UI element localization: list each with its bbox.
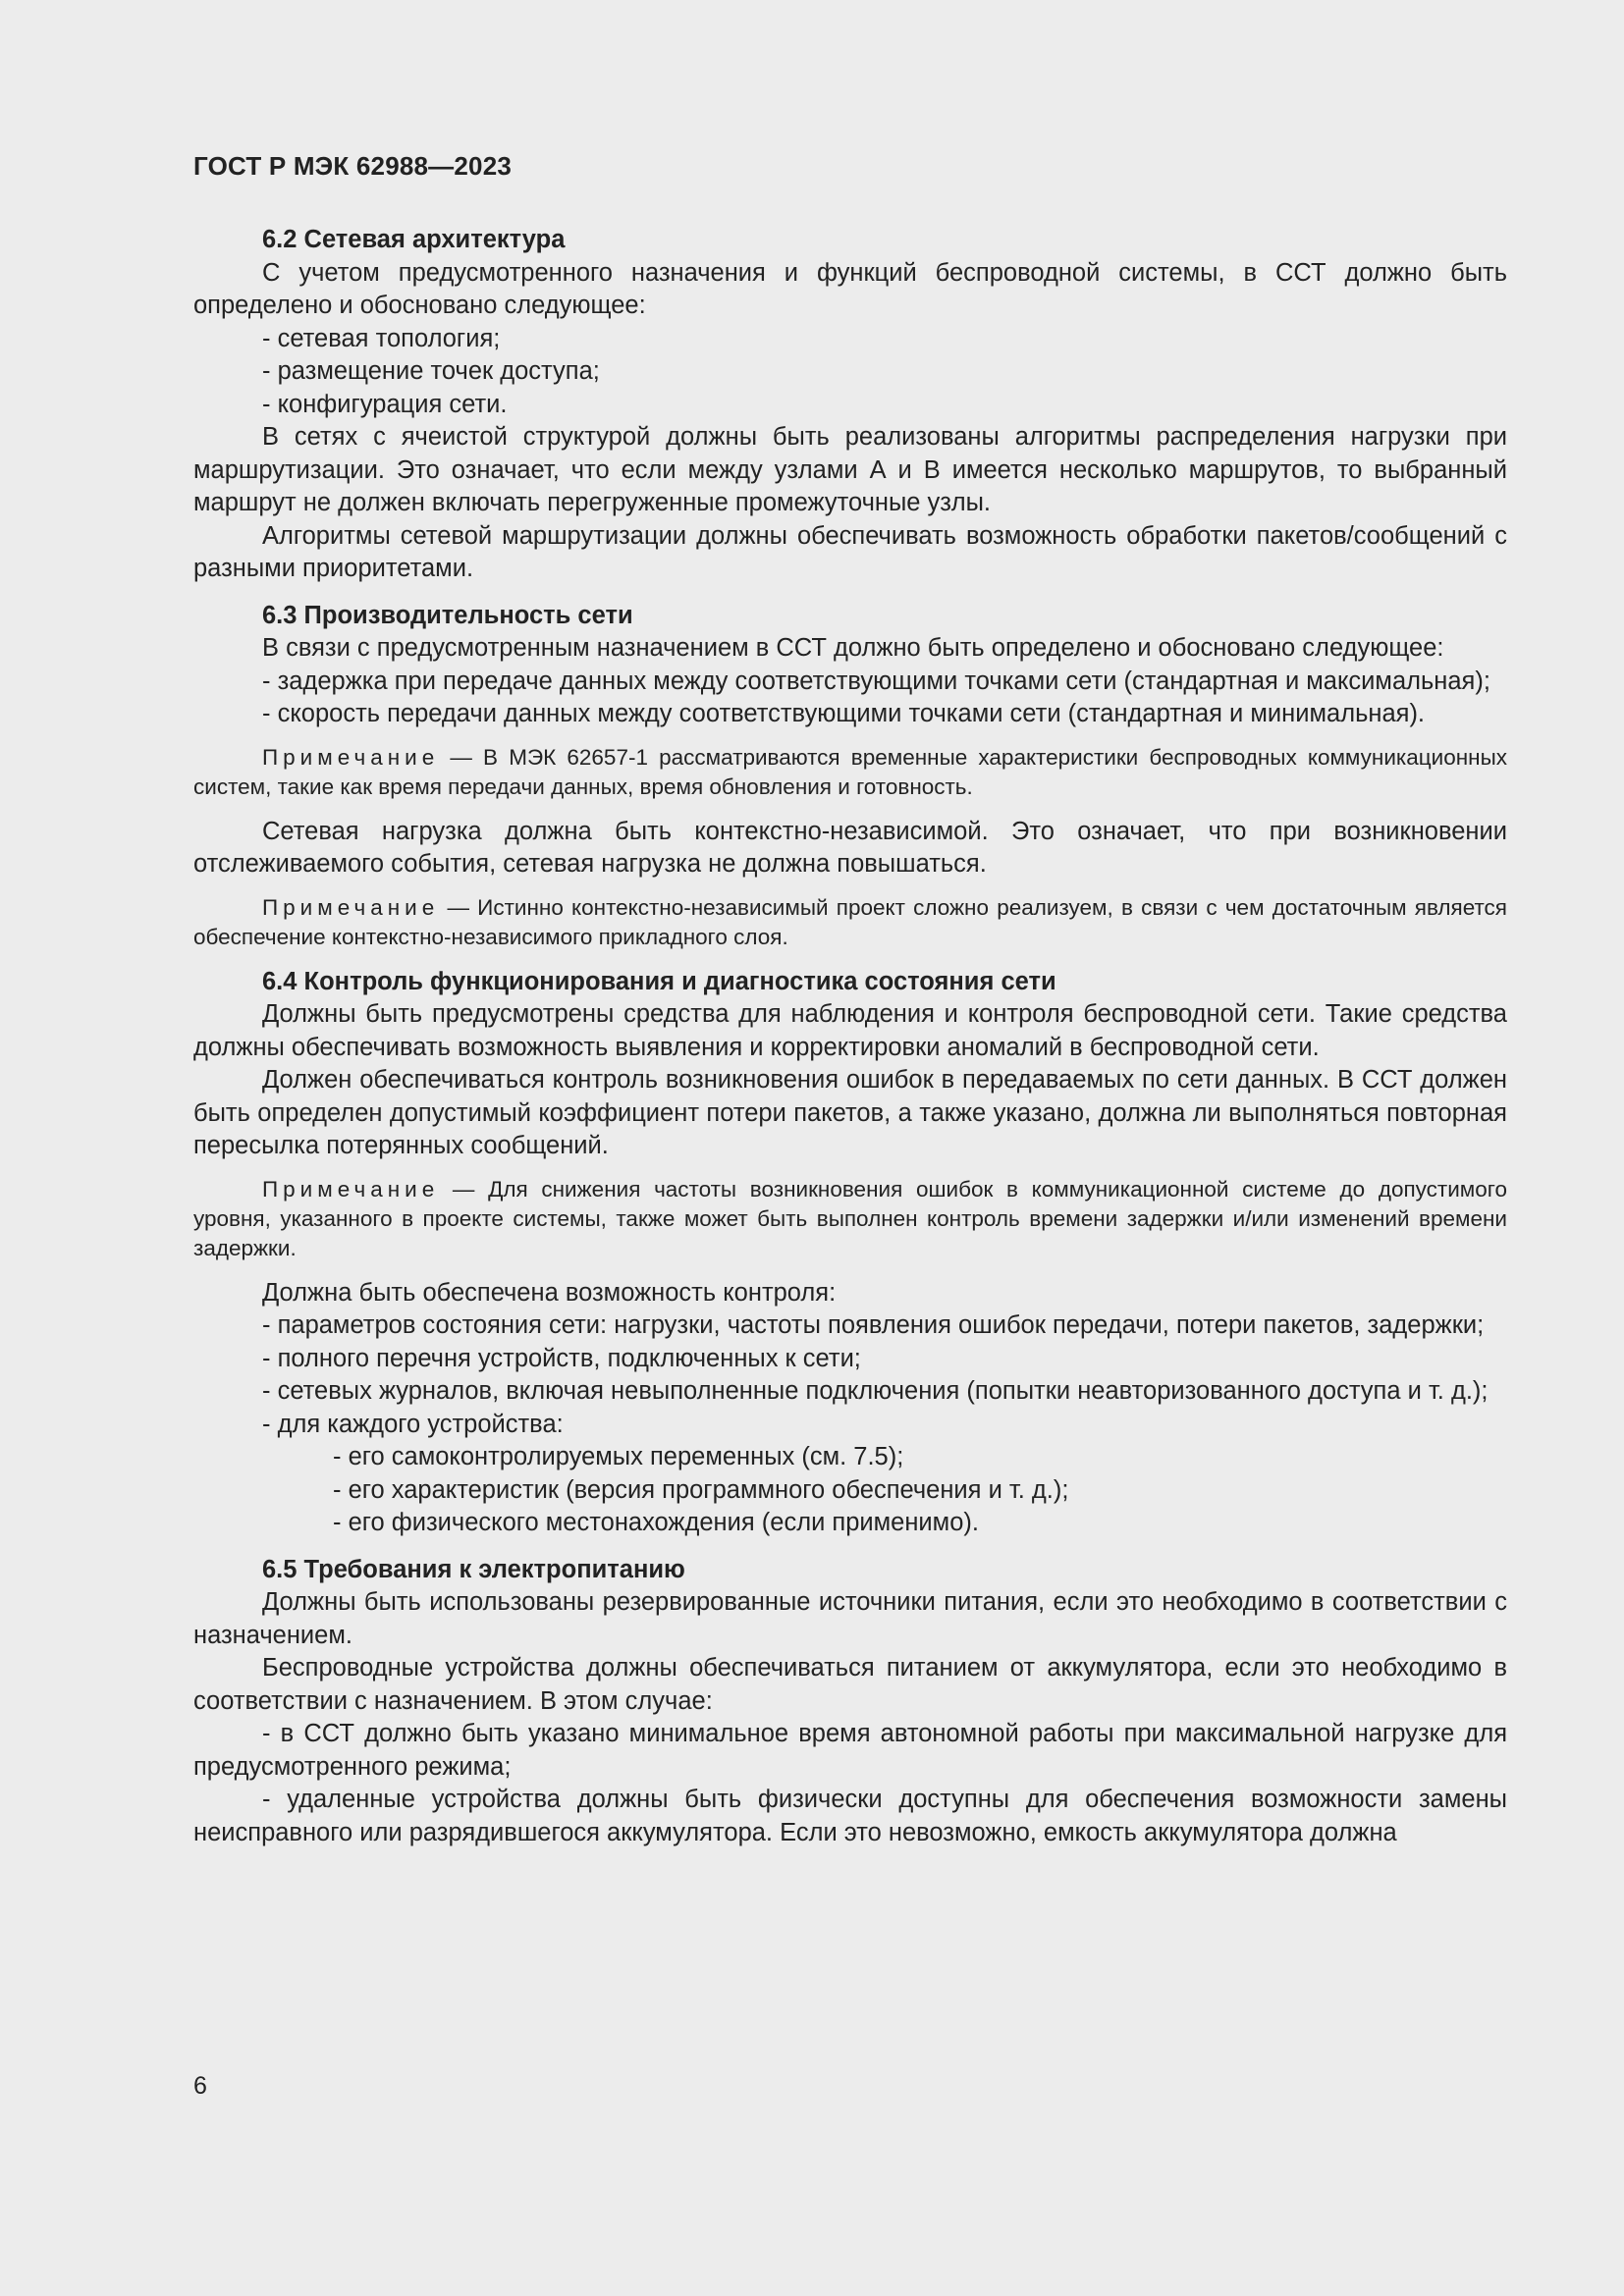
sub-list-item: - его характеристик (версия программного обеспечения и т. д.); <box>333 1475 1069 1504</box>
sub-list-item: - его самоконтролируемых переменных (см. 7.5); <box>333 1443 904 1470</box>
paragraph: Должен обеспечиваться контроль возникновения ошибок в передаваемых по сети данных. В ССТ должен быть определен допустимый коэффициент потери пакетов, а также указано, должна ли выполняться повторная пересылка потерянных сообщений. <box>193 1066 1507 1159</box>
paragraph: Беспроводные устройства должны обеспечиваться питанием от аккумулятора, если это необходимо в соответствии с назначением. В этом случае: <box>193 1654 1507 1715</box>
note-label: Примечание <box>262 744 440 770</box>
list-item: - для каждого устройства: <box>262 1410 564 1438</box>
document-header: ГОСТ Р МЭК 62988—2023 <box>193 151 513 181</box>
paragraph: Сетевая нагрузка должна быть контекстно-независимой. Это означает, что при возникновении отслеживаемого события, сетевая нагрузка не должна повышаться. <box>193 817 1507 878</box>
paragraph: Должны быть предусмотрены средства для наблюдения и контроля беспроводной сети. Такие средства должны обеспечивать возможность выявления и корректировки аномалий в беспроводной сети. <box>193 1000 1507 1061</box>
list-item: - скорость передачи данных между соответствующими точками сети (стандартная и минимальная). <box>262 700 1426 727</box>
list-item: - размещение точек доступа; <box>262 357 600 385</box>
sub-list-item: - его физического местонахождения (если применимо). <box>333 1509 979 1536</box>
list-item: - сетевых журналов, включая невыполненные подключения (попытки неавторизованного доступа и т. д.); <box>262 1377 1489 1405</box>
note-label: Примечание <box>262 1176 440 1201</box>
list-item: - параметров состояния сети: нагрузки, частоты появления ошибок передачи, потери пакетов, задержки; <box>262 1311 1485 1339</box>
list-item: - в ССТ должно быть указано минимальное время автономной работы при максимальной нагрузке для предусмотренного режима; <box>193 1720 1507 1781</box>
note <box>193 743 1507 802</box>
section-6-2-title: 6.2 Сетевая архитектура <box>262 226 566 253</box>
list-item: - сетевая топология; <box>262 324 501 352</box>
note-text: — Для снижения частоты возникновения ошибок в коммуникационной системе до допустимого уровня, указанного в проекте системы, также может быть выполнен контроль времени задержки и/или изменений времени задержки. <box>193 1176 1507 1260</box>
paragraph: Алгоритмы сетевой маршрутизации должны обеспечивать возможность обработки пакетов/сообщений с разными приоритетами. <box>193 521 1507 582</box>
section-6-5-title: 6.5 Требования к электропитанию <box>262 1555 685 1583</box>
paragraph: Должны быть использованы резервированные источники питания, если это необходимо в соответствии с назначением. <box>193 1588 1507 1649</box>
note <box>193 893 1507 952</box>
note <box>193 1175 1507 1263</box>
paragraph: В связи с предусмотренным назначением в ССТ должно быть определено и обосновано следующее: <box>262 634 1444 662</box>
list-item: - конфигурация сети. <box>262 390 508 418</box>
section-6-4-title: 6.4 Контроль функционирования и диагностика состояния сети <box>262 967 1056 995</box>
page-number: 6 <box>193 2072 207 2100</box>
note-text: — Истинно контекстно-независимый проект сложно реализуем, в связи с чем достаточным является обеспечение контекстно-независимого прикладного слоя. <box>193 894 1507 949</box>
paragraph: В сетях с ячеистой структурой должны быть реализованы алгоритмы распределения нагрузки при маршрутизации. Это означает, что если между узлами А и В имеется несколько маршрутов, то выбранный маршрут не должен включать перегруженные промежуточные узлы. <box>193 423 1507 516</box>
list-item: - задержка при передаче данных между соответствующими точками сети (стандартная и максимальная); <box>262 667 1490 695</box>
note-text: — В МЭК 62657-1 рассматриваются временные характеристики беспроводных коммуникационных систем, такие как время передачи данных, время обновления и готовность. <box>193 744 1507 799</box>
page-content <box>193 224 1507 1849</box>
note-label: Примечание <box>262 894 440 920</box>
list-item: - удаленные устройства должны быть физически доступны для обеспечения возможности замены неисправного или разрядившегося аккумулятора. Если это невозможно, емкость аккумулятора должна <box>193 1786 1507 1846</box>
list-item: - полного перечня устройств, подключенных к сети; <box>262 1344 861 1372</box>
paragraph: Должна быть обеспечена возможность контроля: <box>262 1278 837 1307</box>
paragraph: С учетом предусмотренного назначения и функций беспроводной системы, в ССТ должно быть определено и обосновано следующее: <box>193 258 1507 319</box>
section-6-3-title: 6.3 Производительность сети <box>262 601 633 629</box>
